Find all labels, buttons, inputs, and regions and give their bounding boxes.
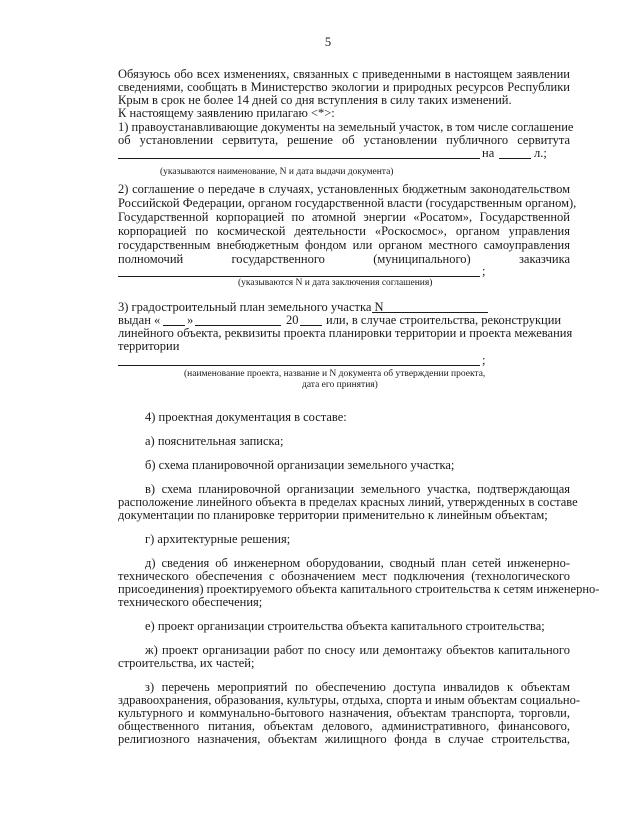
text-line: К настоящему заявлению прилагаю <*>: xyxy=(118,106,335,120)
text-line: религиозного назначения, объектам жилищного фонда в случае строительства, xyxy=(118,732,570,746)
word: полномочий xyxy=(118,252,184,266)
caption: (указываются наименование, N и дата выдачи документа) xyxy=(160,167,394,177)
text-line: технического обеспечения; xyxy=(118,595,263,609)
caption: дата его принятия) xyxy=(302,380,378,390)
text-line: или, в случае строительства, реконструкции xyxy=(326,313,562,327)
quote-close: » xyxy=(187,313,194,327)
fill-line xyxy=(118,276,480,277)
text-line: общественного питания, объектам делового, административного, финансового, xyxy=(118,719,570,733)
word: заказчика xyxy=(518,252,570,266)
line-end: ; xyxy=(482,353,486,367)
text-line: 1) правоустанавливающие документы на земельный участок, в том числе соглашение xyxy=(118,120,574,134)
text-line: культурного и коммунально-бытового назначения, объектам транспорта, торговли, xyxy=(118,706,570,720)
text-line: г) архитектурные решения; xyxy=(145,532,291,546)
text-vydan: выдан « xyxy=(118,313,161,327)
fill-line xyxy=(118,158,480,159)
text-line: здравоохранения, образования, культуры, отдыха, спорта и иным объектам социально- xyxy=(118,693,581,707)
text-line: Российской Федерации, органом государственной власти (государственным органом), xyxy=(118,196,577,210)
text-line: Государственной корпорацией по атомной энергии «Росатом», Государственной xyxy=(118,210,570,224)
line-end: ; xyxy=(482,264,486,278)
text-line: д) сведения об инженерном оборудовании, сводный план сетей инженерно- xyxy=(145,556,570,570)
label-l: л.; xyxy=(534,146,547,160)
text-line: технического обеспечения с обозначением мест подключения (технологического xyxy=(118,569,570,583)
text-line: 2) соглашение о передаче в случаях, установленных бюджетным законодательством xyxy=(118,182,570,196)
text-line: государственным внебюджетным фондом или органом местного самоуправления xyxy=(118,238,570,252)
text-line: территории xyxy=(118,339,180,353)
text-line: присоединения) проектируемого объекта капитального строительства к сетям инженерно- xyxy=(118,582,600,596)
year-label: 20 xyxy=(286,313,299,327)
text-line: об установлении сервитута, решение об установлении публичного сервитута xyxy=(118,133,570,147)
text-line: е) проект организации строительства объекта капитального строительства; xyxy=(145,619,545,633)
text-line: 4) проектная документация в составе: xyxy=(145,410,347,424)
fill-line xyxy=(499,158,531,159)
text-line: в) схема планировочной организации земельного участка, подтверждающая xyxy=(145,482,570,496)
text-line: документации по планировке территории применительно к линейным объектам; xyxy=(118,508,548,522)
fill-line xyxy=(118,365,480,366)
page-number: 5 xyxy=(324,35,332,49)
text-line: з) перечень мероприятий по обеспечению доступа инвалидов к объектам xyxy=(145,680,570,694)
text-line: Обязуюсь обо всех изменениях, связанных с приведенными в настоящем заявлении xyxy=(118,67,570,81)
word: (муниципального) xyxy=(373,252,471,266)
text-line xyxy=(118,252,570,266)
word: государственного xyxy=(231,252,325,266)
label-na: на xyxy=(482,146,495,160)
text-line: а) пояснительная записка; xyxy=(145,434,284,448)
text-line: сведениями, сообщать в Министерство экологии и природных ресурсов Республики xyxy=(118,80,570,94)
text-line: б) схема планировочной организации земельного участка; xyxy=(145,458,455,472)
caption: (наименование проекта, название и N документа об утверждении проекта, xyxy=(184,369,486,379)
text-line: корпорацией по космической деятельности «Роскосмос», органом управления xyxy=(118,224,570,238)
text-line: Крым в срок не более 14 дней со дня вступления в силу таких изменений. xyxy=(118,93,512,107)
text-line: линейного объекта, реквизиты проекта планировки территории и проекта межевания xyxy=(118,326,573,340)
caption: (указываются N и дата заключения соглашения) xyxy=(238,278,433,288)
text-line: 3) градостроительный план земельного участка N xyxy=(118,300,384,314)
text-line: расположение линейного объекта в пределах красных линий, утвержденных в составе xyxy=(118,495,578,509)
text-line: ж) проект организации работ по сносу или демонтажу объектов капитального xyxy=(145,643,570,657)
text-line: строительства, их частей; xyxy=(118,656,255,670)
